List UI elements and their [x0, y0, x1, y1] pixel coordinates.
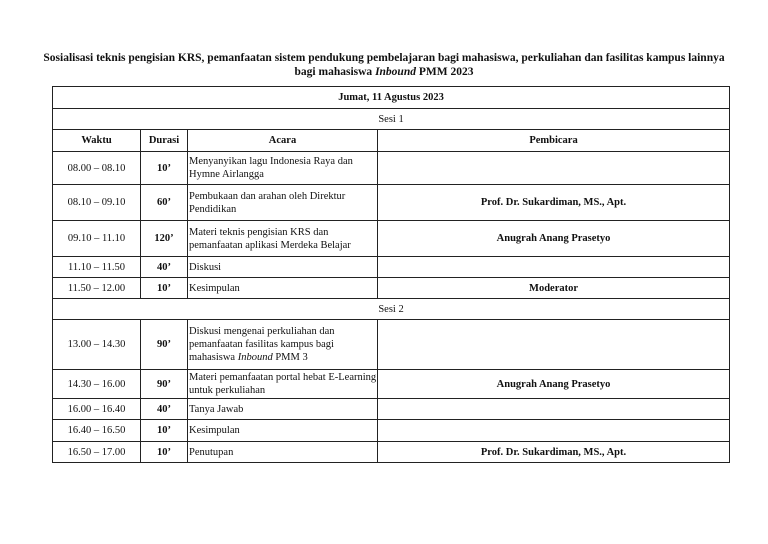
- cell-acara: Pembukaan dan arahan oleh Direktur Pendidikan: [188, 185, 378, 221]
- cell-waktu: 08.00 – 08.10: [53, 152, 141, 185]
- cell-pembicara: [378, 420, 730, 442]
- table-row: [53, 152, 730, 185]
- cell-durasi: 90’: [141, 370, 188, 399]
- cell-waktu: 11.10 – 11.50: [53, 257, 141, 278]
- cell-waktu: 16.50 – 17.00: [53, 442, 141, 463]
- cell-waktu: 16.40 – 16.50: [53, 420, 141, 442]
- cell-acara: Penutupan: [188, 442, 378, 463]
- day-row: [53, 87, 730, 109]
- cell-acara-suffix: PMM 3: [272, 352, 308, 363]
- cell-durasi: 10’: [141, 442, 188, 463]
- cell-acara-text: Diskusi mengenai perkuliahan dan pemanfaatan fasilitas kampus bagi mahasiswa: [189, 326, 335, 363]
- session-row: [53, 299, 730, 320]
- cell-durasi: 10’: [141, 152, 188, 185]
- cell-acara: Tanya Jawab: [188, 399, 378, 420]
- cell-waktu: 14.30 – 16.00: [53, 370, 141, 399]
- table-row: [53, 221, 730, 257]
- cell-acara: [188, 320, 378, 370]
- table-row: [53, 442, 730, 463]
- cell-waktu: 13.00 – 14.30: [53, 320, 141, 370]
- cell-pembicara: Anugrah Anang Prasetyo: [378, 370, 730, 399]
- schedule-table: [52, 86, 730, 463]
- cell-acara: Diskusi: [188, 257, 378, 278]
- cell-acara: Materi pemanfaatan portal hebat E-Learning untuk perkuliahan: [188, 370, 378, 399]
- cell-acara: Kesimpulan: [188, 420, 378, 442]
- table-row: [53, 370, 730, 399]
- table-row: [53, 185, 730, 221]
- session-2-label: Sesi 2: [53, 299, 730, 320]
- header-acara: Acara: [188, 130, 378, 152]
- cell-acara: Kesimpulan: [188, 278, 378, 299]
- cell-pembicara: Anugrah Anang Prasetyo: [378, 221, 730, 257]
- cell-durasi: 120’: [141, 221, 188, 257]
- cell-pembicara: [378, 399, 730, 420]
- header-row: [53, 130, 730, 152]
- title-line-2-prefix: bagi mahasiswa: [294, 66, 376, 78]
- cell-pembicara: Prof. Dr. Sukardiman, MS., Apt.: [378, 185, 730, 221]
- table-row: [53, 399, 730, 420]
- cell-durasi: 40’: [141, 399, 188, 420]
- table-row: [53, 420, 730, 442]
- title-line-2-suffix: PMM 2023: [415, 66, 474, 78]
- title-line-2: [40, 65, 728, 79]
- table-row: [53, 257, 730, 278]
- cell-waktu: 09.10 – 11.10: [53, 221, 141, 257]
- cell-pembicara: [378, 257, 730, 278]
- document-title: [40, 51, 728, 79]
- header-waktu: Waktu: [53, 130, 141, 152]
- cell-pembicara: [378, 152, 730, 185]
- title-line-2-italic: Inbound: [375, 66, 416, 78]
- cell-waktu: 16.00 – 16.40: [53, 399, 141, 420]
- cell-acara-italic: Inbound: [237, 352, 273, 363]
- cell-acara: Materi teknis pengisian KRS dan pemanfaatan aplikasi Merdeka Belajar: [188, 221, 378, 257]
- cell-durasi: 40’: [141, 257, 188, 278]
- cell-waktu: 11.50 – 12.00: [53, 278, 141, 299]
- header-durasi: Durasi: [141, 130, 188, 152]
- table-row: [53, 320, 730, 370]
- cell-durasi: 10’: [141, 420, 188, 442]
- cell-acara: Menyanyikan lagu Indonesia Raya dan Hymne Airlangga: [188, 152, 378, 185]
- header-pembicara: Pembicara: [378, 130, 730, 152]
- session-1-label: Sesi 1: [53, 109, 730, 130]
- cell-durasi: 10’: [141, 278, 188, 299]
- cell-durasi: 90’: [141, 320, 188, 370]
- day-cell: Jumat, 11 Agustus 2023: [53, 87, 730, 109]
- cell-pembicara: Moderator: [378, 278, 730, 299]
- session-row: [53, 109, 730, 130]
- cell-durasi: 60’: [141, 185, 188, 221]
- table-row: [53, 278, 730, 299]
- title-line-1: Sosialisasi teknis pengisian KRS, pemanfaatan sistem pendukung pembelajaran bagi mahasiswa, perkuliahan dan fasilitas kampus lainnya: [43, 52, 725, 64]
- cell-waktu: 08.10 – 09.10: [53, 185, 141, 221]
- cell-pembicara: Prof. Dr. Sukardiman, MS., Apt.: [378, 442, 730, 463]
- cell-pembicara: [378, 320, 730, 370]
